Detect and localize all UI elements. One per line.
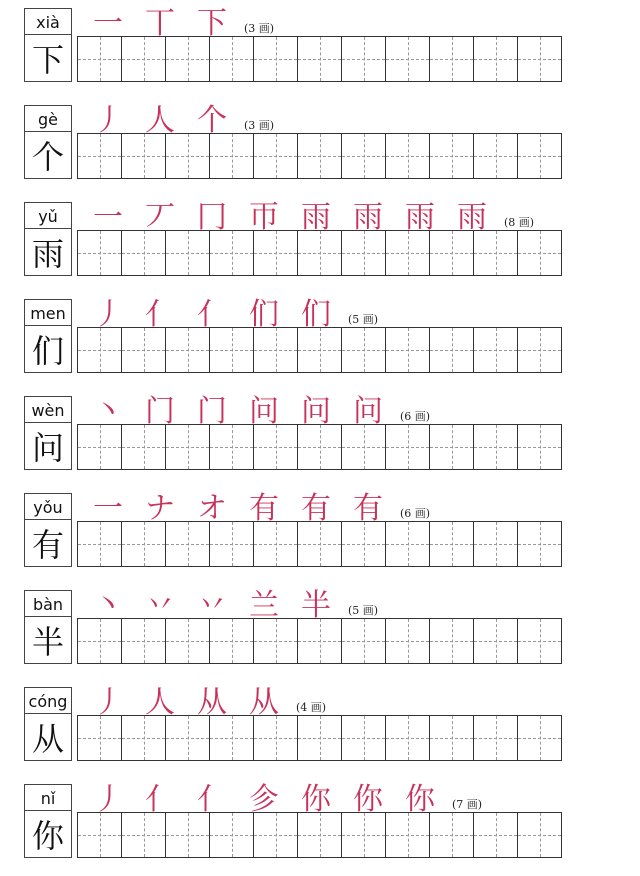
practice-cell[interactable] bbox=[254, 425, 298, 469]
stroke-step: 雨 bbox=[301, 200, 331, 235]
practice-cell[interactable] bbox=[430, 813, 474, 857]
model-character: 们 bbox=[24, 325, 72, 373]
practice-cell[interactable] bbox=[518, 522, 562, 566]
stroke-count: (3 画) bbox=[244, 119, 275, 132]
model-character: 雨 bbox=[24, 228, 72, 276]
stroke-step: 丶 bbox=[93, 394, 123, 429]
pinyin-label: bàn bbox=[24, 590, 72, 617]
stroke-step: 问 bbox=[249, 394, 279, 429]
stroke-step: 冂 bbox=[197, 200, 227, 235]
model-character: 有 bbox=[24, 519, 72, 567]
stroke-step: 一 bbox=[93, 6, 123, 41]
pinyin-label: gè bbox=[24, 105, 72, 132]
stroke-step: 帀 bbox=[249, 200, 279, 235]
practice-cell[interactable] bbox=[78, 813, 122, 857]
practice-cell[interactable] bbox=[518, 716, 562, 760]
practice-grid bbox=[77, 521, 562, 567]
practice-cell[interactable] bbox=[122, 37, 166, 81]
pinyin-label: yǒu bbox=[24, 493, 72, 520]
model-character: 你 bbox=[24, 810, 72, 858]
practice-grid bbox=[77, 327, 562, 373]
stroke-count: (8 画) bbox=[504, 216, 535, 229]
practice-cell[interactable] bbox=[78, 37, 122, 81]
practice-cell[interactable] bbox=[474, 328, 518, 372]
practice-cell[interactable] bbox=[122, 328, 166, 372]
stroke-count: (4 画) bbox=[296, 701, 327, 714]
practice-grid bbox=[77, 36, 562, 82]
practice-cell[interactable] bbox=[210, 619, 254, 663]
practice-cell[interactable] bbox=[298, 425, 342, 469]
stroke-step: 半 bbox=[301, 588, 331, 623]
practice-cell[interactable] bbox=[254, 619, 298, 663]
practice-cell[interactable] bbox=[342, 231, 386, 275]
practice-cell[interactable] bbox=[122, 425, 166, 469]
practice-cell[interactable] bbox=[122, 716, 166, 760]
model-character: 从 bbox=[24, 713, 72, 761]
stroke-step: 丿 bbox=[93, 297, 123, 332]
practice-cell[interactable] bbox=[210, 328, 254, 372]
stroke-step: 有 bbox=[353, 491, 383, 526]
practice-grid bbox=[77, 230, 562, 276]
model-character: 半 bbox=[24, 616, 72, 664]
practice-cell[interactable] bbox=[298, 328, 342, 372]
practice-cell[interactable] bbox=[254, 37, 298, 81]
stroke-step: 亻 bbox=[145, 782, 175, 817]
practice-cell[interactable] bbox=[122, 619, 166, 663]
practice-cell[interactable] bbox=[474, 619, 518, 663]
stroke-step: 雨 bbox=[353, 200, 383, 235]
practice-cell[interactable] bbox=[166, 522, 210, 566]
stroke-step: 下 bbox=[197, 6, 227, 41]
practice-cell[interactable] bbox=[210, 522, 254, 566]
stroke-step: 雨 bbox=[457, 200, 487, 235]
stroke-step: オ bbox=[197, 491, 227, 526]
practice-cell[interactable] bbox=[342, 134, 386, 178]
practice-cell[interactable] bbox=[430, 425, 474, 469]
practice-cell[interactable] bbox=[474, 37, 518, 81]
practice-cell[interactable] bbox=[342, 425, 386, 469]
practice-cell[interactable] bbox=[386, 328, 430, 372]
practice-cell[interactable] bbox=[78, 134, 122, 178]
practice-cell[interactable] bbox=[386, 716, 430, 760]
practice-cell[interactable] bbox=[122, 813, 166, 857]
practice-cell[interactable] bbox=[210, 716, 254, 760]
practice-cell[interactable] bbox=[386, 522, 430, 566]
stroke-step: 亻 bbox=[145, 297, 175, 332]
practice-cell[interactable] bbox=[298, 716, 342, 760]
stroke-step: 从 bbox=[249, 685, 279, 720]
practice-cell[interactable] bbox=[298, 522, 342, 566]
practice-cell[interactable] bbox=[166, 813, 210, 857]
practice-row bbox=[0, 97, 640, 194]
stroke-step: 一 bbox=[93, 200, 123, 235]
practice-cell[interactable] bbox=[254, 522, 298, 566]
practice-cell[interactable] bbox=[474, 425, 518, 469]
practice-cell[interactable] bbox=[122, 134, 166, 178]
practice-cell[interactable] bbox=[254, 328, 298, 372]
practice-cell[interactable] bbox=[298, 231, 342, 275]
practice-cell[interactable] bbox=[342, 522, 386, 566]
stroke-step: 你 bbox=[301, 782, 331, 817]
practice-row bbox=[0, 291, 640, 388]
stroke-step: 丷 bbox=[145, 588, 175, 623]
practice-cell[interactable] bbox=[254, 813, 298, 857]
model-character: 问 bbox=[24, 422, 72, 470]
practice-cell[interactable] bbox=[386, 619, 430, 663]
practice-cell[interactable] bbox=[342, 813, 386, 857]
practice-cell[interactable] bbox=[210, 134, 254, 178]
practice-row bbox=[0, 388, 640, 485]
stroke-step: 门 bbox=[145, 394, 175, 429]
practice-cell[interactable] bbox=[518, 619, 562, 663]
practice-cell[interactable] bbox=[210, 425, 254, 469]
stroke-step: 丶 bbox=[93, 588, 123, 623]
practice-cell[interactable] bbox=[166, 37, 210, 81]
practice-cell[interactable] bbox=[342, 619, 386, 663]
practice-cell[interactable] bbox=[210, 231, 254, 275]
stroke-count: (5 画) bbox=[348, 604, 379, 617]
practice-cell[interactable] bbox=[166, 619, 210, 663]
practice-cell[interactable] bbox=[78, 231, 122, 275]
practice-row bbox=[0, 194, 640, 291]
stroke-count: (6 画) bbox=[400, 507, 431, 520]
stroke-step: 人 bbox=[145, 685, 175, 720]
practice-cell[interactable] bbox=[78, 619, 122, 663]
pinyin-label: cóng bbox=[24, 687, 72, 714]
practice-cell[interactable] bbox=[430, 328, 474, 372]
practice-cell[interactable] bbox=[474, 231, 518, 275]
stroke-step: 丅 bbox=[145, 6, 175, 41]
practice-cell[interactable] bbox=[122, 522, 166, 566]
practice-cell[interactable] bbox=[386, 37, 430, 81]
practice-cell[interactable] bbox=[78, 716, 122, 760]
stroke-step: 问 bbox=[301, 394, 331, 429]
practice-cell[interactable] bbox=[386, 231, 430, 275]
practice-row bbox=[0, 485, 640, 582]
practice-cell[interactable] bbox=[474, 716, 518, 760]
practice-cell[interactable] bbox=[78, 425, 122, 469]
practice-cell[interactable] bbox=[342, 716, 386, 760]
stroke-step: 有 bbox=[249, 491, 279, 526]
stroke-count: (7 画) bbox=[452, 798, 483, 811]
stroke-step: 们 bbox=[249, 297, 279, 332]
stroke-count: (6 画) bbox=[400, 410, 431, 423]
practice-cell[interactable] bbox=[298, 134, 342, 178]
practice-grid bbox=[77, 424, 562, 470]
practice-grid bbox=[77, 133, 562, 179]
practice-cell[interactable] bbox=[430, 716, 474, 760]
pinyin-label: men bbox=[24, 299, 72, 326]
stroke-step: 丷 bbox=[197, 588, 227, 623]
stroke-step: 你 bbox=[353, 782, 383, 817]
practice-cell[interactable] bbox=[518, 37, 562, 81]
stroke-step: 们 bbox=[301, 297, 331, 332]
practice-row bbox=[0, 679, 640, 776]
practice-cell[interactable] bbox=[78, 328, 122, 372]
stroke-step: 门 bbox=[197, 394, 227, 429]
practice-grid bbox=[77, 812, 562, 858]
pinyin-label: wèn bbox=[24, 396, 72, 423]
model-character: 下 bbox=[24, 34, 72, 82]
practice-cell[interactable] bbox=[298, 813, 342, 857]
stroke-step: 人 bbox=[145, 103, 175, 138]
stroke-step: 亻 bbox=[197, 297, 227, 332]
stroke-step: 丿 bbox=[93, 685, 123, 720]
practice-cell[interactable] bbox=[386, 134, 430, 178]
practice-cell[interactable] bbox=[430, 522, 474, 566]
practice-cell[interactable] bbox=[166, 328, 210, 372]
practice-cell[interactable] bbox=[78, 522, 122, 566]
practice-cell[interactable] bbox=[342, 328, 386, 372]
stroke-step: 雨 bbox=[405, 200, 435, 235]
practice-row bbox=[0, 0, 640, 97]
practice-grid bbox=[77, 715, 562, 761]
stroke-step: 丆 bbox=[145, 200, 175, 235]
stroke-step: 兰 bbox=[249, 588, 279, 623]
practice-cell[interactable] bbox=[122, 231, 166, 275]
practice-cell[interactable] bbox=[430, 231, 474, 275]
stroke-step: 亻 bbox=[197, 782, 227, 817]
practice-cell[interactable] bbox=[210, 37, 254, 81]
stroke-step: 有 bbox=[301, 491, 331, 526]
practice-cell[interactable] bbox=[518, 813, 562, 857]
pinyin-label: nǐ bbox=[24, 784, 72, 811]
practice-cell[interactable] bbox=[254, 134, 298, 178]
practice-grid bbox=[77, 618, 562, 664]
practice-cell[interactable] bbox=[430, 37, 474, 81]
practice-cell[interactable] bbox=[386, 813, 430, 857]
practice-cell[interactable] bbox=[518, 425, 562, 469]
stroke-count: (3 画) bbox=[244, 22, 275, 35]
practice-cell[interactable] bbox=[166, 134, 210, 178]
practice-cell[interactable] bbox=[474, 522, 518, 566]
stroke-step: 一 bbox=[93, 491, 123, 526]
practice-cell[interactable] bbox=[166, 425, 210, 469]
practice-cell[interactable] bbox=[254, 231, 298, 275]
stroke-step: 你 bbox=[405, 782, 435, 817]
stroke-step: 个 bbox=[197, 103, 227, 138]
stroke-step: 丿 bbox=[93, 782, 123, 817]
stroke-step: 㐱 bbox=[249, 782, 279, 817]
practice-cell[interactable] bbox=[166, 231, 210, 275]
practice-cell[interactable] bbox=[474, 813, 518, 857]
stroke-step: 从 bbox=[197, 685, 227, 720]
practice-cell[interactable] bbox=[518, 328, 562, 372]
practice-cell[interactable] bbox=[298, 37, 342, 81]
practice-cell[interactable] bbox=[386, 425, 430, 469]
practice-cell[interactable] bbox=[474, 134, 518, 178]
pinyin-label: yǔ bbox=[24, 202, 72, 229]
practice-cell[interactable] bbox=[518, 134, 562, 178]
practice-cell[interactable] bbox=[254, 716, 298, 760]
practice-cell[interactable] bbox=[342, 37, 386, 81]
practice-cell[interactable] bbox=[518, 231, 562, 275]
pinyin-label: xià bbox=[24, 8, 72, 35]
practice-cell[interactable] bbox=[430, 619, 474, 663]
practice-row bbox=[0, 776, 640, 873]
stroke-step: 问 bbox=[353, 394, 383, 429]
practice-cell[interactable] bbox=[210, 813, 254, 857]
practice-cell[interactable] bbox=[430, 134, 474, 178]
practice-cell[interactable] bbox=[298, 619, 342, 663]
practice-row bbox=[0, 582, 640, 679]
stroke-step: ナ bbox=[145, 491, 175, 526]
model-character: 个 bbox=[24, 131, 72, 179]
practice-cell[interactable] bbox=[166, 716, 210, 760]
stroke-step: 丿 bbox=[93, 103, 123, 138]
stroke-count: (5 画) bbox=[348, 313, 379, 326]
